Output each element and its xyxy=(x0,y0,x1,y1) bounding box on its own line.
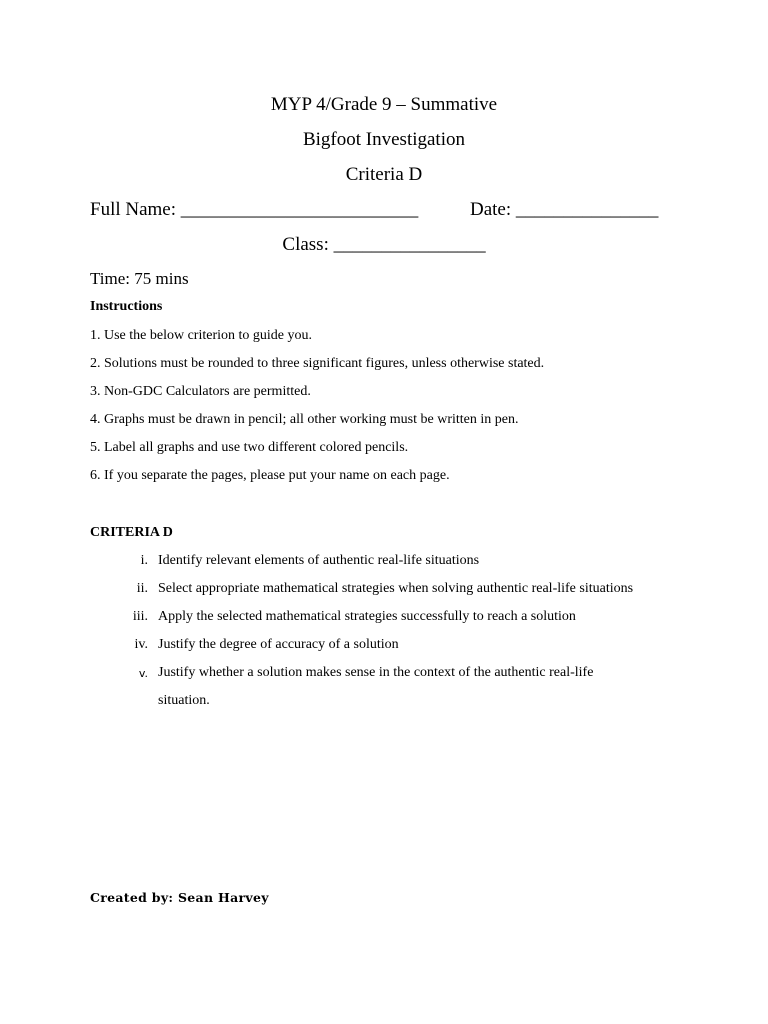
date-field: Date: _______________ xyxy=(470,199,659,220)
criteria-item-text: Justify whether a solution makes sense in the context of the authentic real-life xyxy=(158,665,594,680)
criteria-item-number: v. xyxy=(138,667,148,680)
criteria-item-number: iv. xyxy=(134,637,148,652)
author-credit: Created by: Sean Harvey xyxy=(90,890,269,905)
title-line-2: Bigfoot Investigation xyxy=(302,129,465,150)
criteria-item-number: iii. xyxy=(132,609,148,624)
criteria-item-text: Justify the degree of accuracy of a solution xyxy=(158,637,399,652)
title-line-1: MYP 4/Grade 9 – Summative xyxy=(270,94,498,115)
criteria-item-number: ii. xyxy=(136,581,148,596)
instruction-item: 3. Non-GDC Calculators are permitted. xyxy=(90,384,311,399)
criteria-item-text: Select appropriate mathematical strategies when solving authentic real-life situations xyxy=(158,581,634,596)
time-label: Time: 75 mins xyxy=(90,269,189,288)
criteria-item-continuation: situation. xyxy=(158,693,210,708)
criteria-item-number: i. xyxy=(140,553,148,568)
instructions-heading: Instructions xyxy=(90,299,163,314)
instruction-item: 4. Graphs must be drawn in pencil; all other working must be written in pen. xyxy=(90,412,519,427)
criteria-item-text: Apply the selected mathematical strategies successfully to reach a solution xyxy=(158,609,576,624)
instruction-item: 1. Use the below criterion to guide you. xyxy=(90,328,313,343)
class-field: Class: ________________ xyxy=(282,234,486,255)
criteria-item-text: Identify relevant elements of authentic real-life situations xyxy=(158,553,480,568)
title-line-3: Criteria D xyxy=(345,164,423,185)
instruction-item: 5. Label all graphs and use two different colored pencils. xyxy=(90,440,409,455)
full-name-field: Full Name: _________________________ xyxy=(90,199,419,220)
instruction-item: 2. Solutions must be rounded to three significant figures, unless otherwise stated. xyxy=(90,356,545,371)
instruction-item: 6. If you separate the pages, please put your name on each page. xyxy=(90,468,450,483)
criteria-heading: CRITERIA D xyxy=(90,525,173,540)
